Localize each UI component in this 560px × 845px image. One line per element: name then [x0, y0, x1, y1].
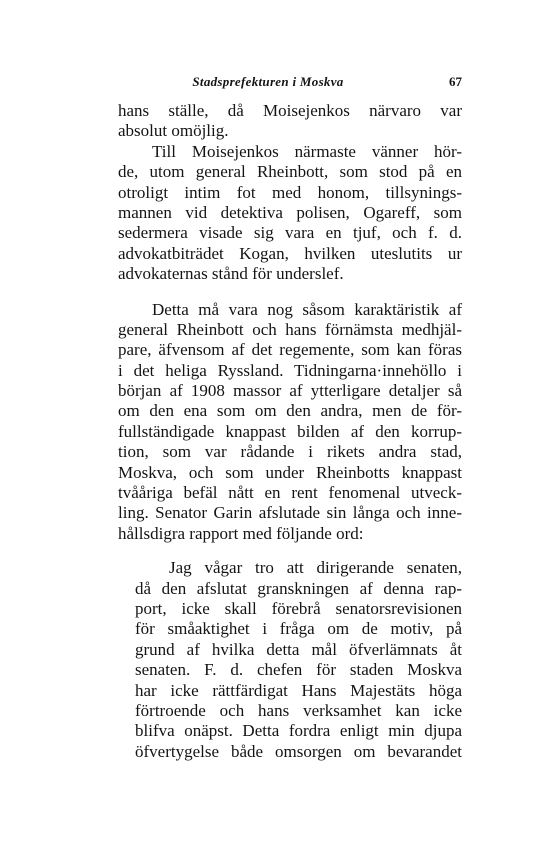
text-line: förtroende och hans verksamhet kan icke: [135, 700, 462, 720]
text-line: absolut omöjlig.: [118, 121, 229, 141]
text-line: hans ställe, då Moisejenkos närvaro var: [118, 101, 462, 120]
text-line: då den afslutat granskningen af denna rap-: [135, 578, 462, 598]
text-line: general Rheinbott och hans förnämsta medhjäl-: [118, 319, 462, 339]
text-line: tion, som var rådande i rikets andra stad,: [118, 442, 462, 462]
body-text: [118, 101, 462, 762]
text-line: de, utom general Rheinbott, som stod på en: [118, 162, 462, 182]
text-line: hållsdigra rapport med följande ord:: [118, 523, 364, 543]
text-line: port, icke skall förebrå senatorsrevisionen: [135, 598, 462, 618]
paragraph-gap: [118, 544, 462, 558]
text-line: grund af hvilka detta mål öfverlämnats åt: [135, 639, 462, 659]
text-line: otroligt intim fot med honom, tillsynings-: [118, 182, 462, 202]
text-line: för småaktighet i fråga om de motiv, på: [135, 619, 462, 639]
paragraph-gap: [118, 285, 462, 300]
paragraph-friends: [118, 142, 462, 285]
text-line: tvååriga befäl nått en rent fenomenal utveck-: [118, 483, 462, 503]
text-line: Till Moisejenkos närmaste vänner hör-: [152, 141, 462, 161]
text-line: advokaternas stånd för underslef.: [118, 264, 344, 284]
text-line: början af 1908 massor af ytterligare detaljer så: [118, 381, 462, 401]
text-line: blifva onäpst. Detta fordra enligt min djupa: [135, 721, 462, 741]
text-line: om den ena som om den andra, men de för-: [118, 401, 462, 421]
text-line: Moskva, och som under Rheinbotts knappast: [118, 462, 462, 482]
running-title: Stadsprefekturen i Moskva: [192, 74, 344, 89]
running-head: [118, 74, 462, 94]
paragraph-characteristic: [118, 300, 462, 545]
text-line: ling. Senator Garin afslutade sin långa och inne-: [118, 503, 462, 523]
text-line: har icke rättfärdigat Hans Majestäts höga: [135, 680, 462, 700]
text-line: sedermera visade sig vara en tjuf, och f. d.: [118, 223, 462, 243]
text-line: Detta må vara nog såsom karaktäristik af: [152, 299, 462, 319]
text-line: advokatbiträdet Kogan, hvilken uteslutits ur: [118, 243, 462, 263]
text-line: öfvertygelse både omsorgen om bevarandet: [135, 741, 462, 761]
text-line: fullständigade knappast bilden af den korrup-: [118, 421, 462, 441]
paragraph-continuation: [118, 101, 462, 142]
text-line: Jag vågar tro att dirigerande senaten,: [169, 558, 462, 578]
text-line: i det heliga Ryssland. Tidningarna·innehöllo i: [118, 360, 462, 380]
text-line: mannen vid detektiva polisen, Ogareff, som: [118, 202, 462, 222]
block-quote: [135, 558, 462, 762]
page-number: 67: [449, 74, 462, 89]
text-line: pare, äfvensom af det regemente, som kan föras: [118, 340, 462, 360]
text-line: senaten. F. d. chefen för staden Moskva: [135, 660, 462, 680]
